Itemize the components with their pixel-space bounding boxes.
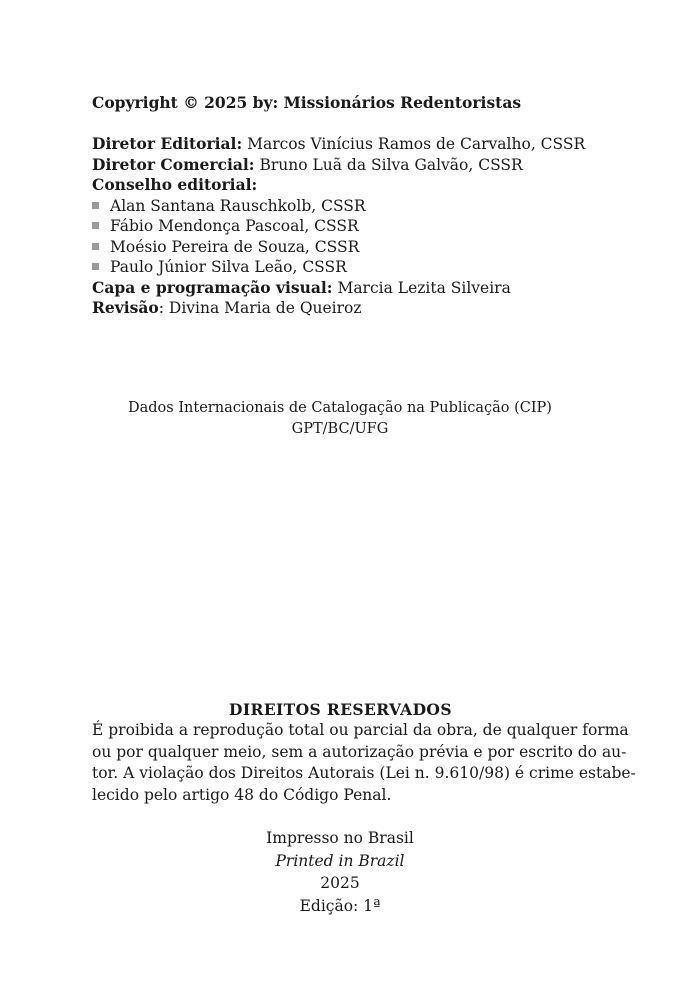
list-item — [92, 237, 592, 258]
rights-line: ou por qualquer meio, sem a autorização prévia e por escrito do au- — [92, 742, 627, 761]
editorial-director-value: Marcos Vinícius Ramos de Carvalho, CSSR — [242, 135, 586, 153]
revision-label: Revisão — [92, 298, 159, 317]
board-member-name: Moésio Pereira de Souza, CSSR — [110, 237, 360, 256]
cip-catalog-code: GPT/BC/UFG — [291, 421, 389, 437]
square-bullet-icon — [92, 202, 99, 209]
copyright-line: Copyright © 2025 by: Missionários Redentoristas — [92, 93, 522, 112]
rights-line: É proibida a reprodução total ou parcial da obra, de qualquer forma — [92, 721, 629, 739]
cip-block — [0, 398, 680, 440]
editorial-director-label: Diretor Editorial: — [92, 134, 243, 153]
cover-design-value: Marcia Lezita Silveira — [332, 278, 511, 297]
editorial-director-row — [92, 134, 592, 155]
credits-block — [92, 134, 592, 319]
imprint-block — [0, 827, 680, 917]
rights-title: DIREITOS RESERVADOS — [229, 700, 452, 719]
list-item — [92, 216, 592, 237]
cover-design-row — [92, 278, 592, 299]
square-bullet-icon — [92, 243, 99, 250]
editorial-board-heading — [92, 175, 592, 196]
publication-year: 2025 — [320, 874, 360, 892]
rights-line: lecido pelo artigo 48 do Código Penal. — [92, 785, 392, 804]
editorial-board-list — [92, 196, 592, 278]
rights-line: tor. A violação dos Direitos Autorais (Lei n. 9.610/98) é crime estabe- — [92, 764, 636, 782]
square-bullet-icon — [92, 222, 99, 229]
edition: Edição: 1ª — [299, 896, 381, 915]
commercial-director-row — [92, 155, 592, 176]
revision-value: : Divina Maria de Queiroz — [158, 299, 362, 317]
square-bullet-icon — [92, 263, 99, 270]
cip-title: Dados Internacionais de Catalogação na Publicação (CIP) — [128, 400, 552, 416]
printed-in-en: Printed in Brazil — [275, 851, 405, 870]
revision-row — [92, 298, 592, 319]
board-member-name: Fábio Mendonça Pascoal, CSSR — [110, 217, 359, 235]
list-item — [92, 257, 592, 278]
commercial-director-value: Bruno Luã da Silva Galvão, CSSR — [254, 155, 523, 174]
editorial-board-label: Conselho editorial: — [92, 175, 258, 194]
rights-block — [92, 699, 636, 806]
rights-text — [92, 720, 636, 806]
cover-design-label: Capa e programação visual: — [92, 277, 333, 297]
board-member-name: Paulo Júnior Silva Leão, CSSR — [110, 258, 347, 276]
list-item — [92, 196, 592, 217]
board-member-name: Alan Santana Rauschkolb, CSSR — [110, 196, 366, 215]
commercial-director-label: Diretor Comercial: — [92, 154, 255, 174]
printed-in-pt: Impresso no Brasil — [266, 829, 414, 847]
